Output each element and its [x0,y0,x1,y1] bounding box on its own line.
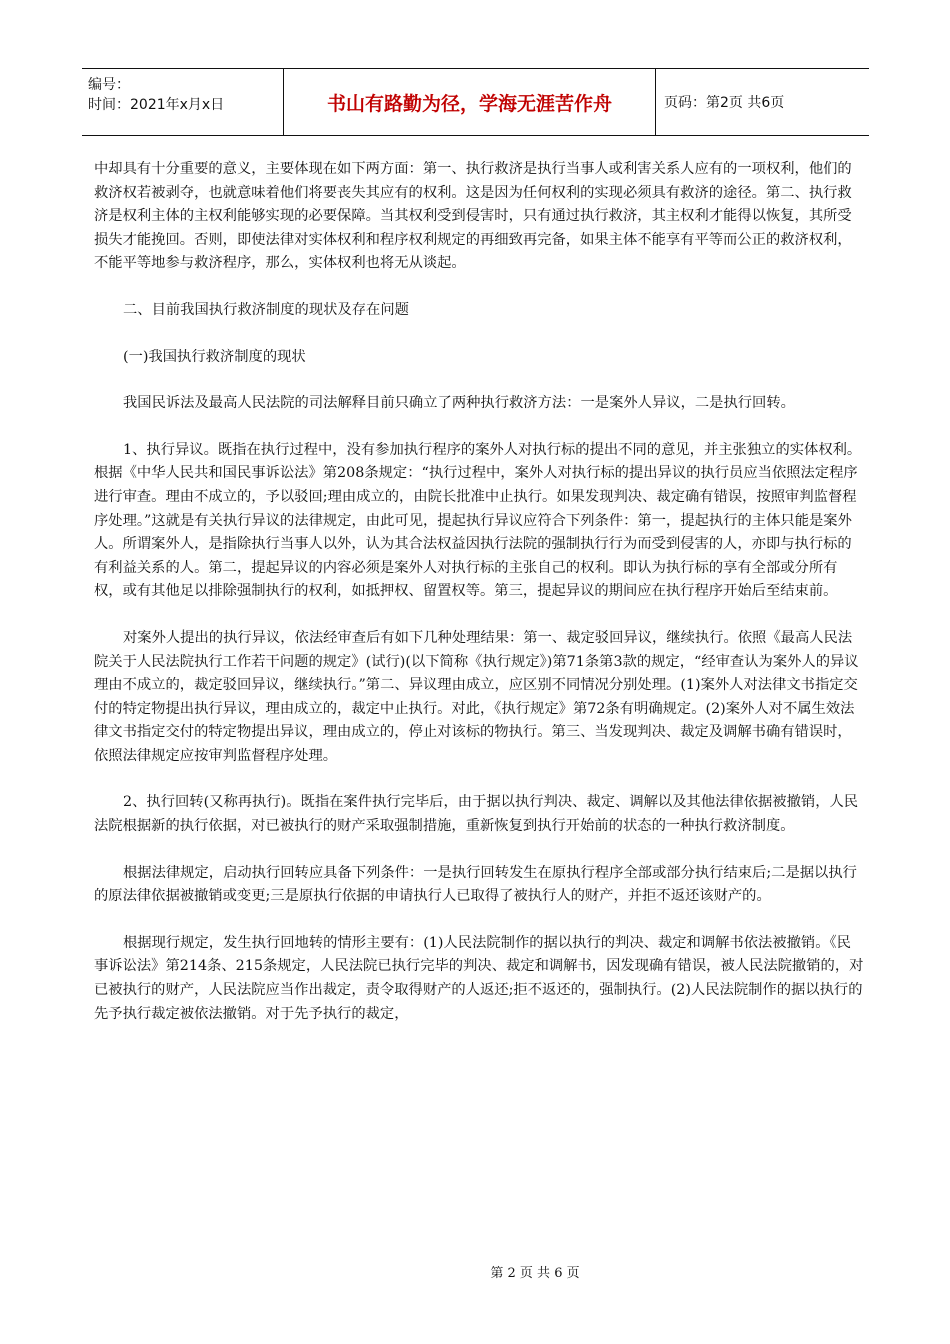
header-page-number: 页码：第2页 共6页 [664,95,785,111]
paragraph: 根据现行规定，发生执行回地转的情形主要有：(1)人民法院制作的据以执行的判决、裁定和调解书依法被撤销。《民事诉讼法》第214条、215条规定，人民法院已执行完毕的判决、裁定和调解书，因发现确有错误，被人民法院撤销的，对已被执行的财产，人民法院应当作出裁定，责令取得财产的人返还;拒不返还的，强制执行。(2)人民法院制作的据以执行的先予执行裁定被依法撤销。对于先予执行的裁定， [94,934,864,1022]
document-number-label: 编号： [88,77,130,93]
paragraph: 对案外人提出的执行异议，依法经审查后有如下几种处理结果：第一、裁定驳回异议，继续执行。依照《最高人民法院关于人民法院执行工作若干问题的规定》(试行)(以下简称《执行规定》)第71条第3款的规定，“经审查认为案外人的异议理由不成立的，裁定驳回异议，继续执行。”第二、异议理由成立，应区别不同情况分别处理。(1)案外人对法律文书指定交付的特定物提出执行异议，理由成立的，裁定中止执行。对此，《执行规定》第72条有明确规定。(2)案外人对不属生效法律文书指定交付的特定物提出异议，理由成立的，停止对该标的物执行。第三、当发现判决、裁定及调解书确有错误时，依照法律规定应按审判监督程序处理。 [94,629,859,764]
paragraph: 我国民诉法及最高人民法院的司法解释目前只确立了两种执行救济方法：一是案外人异议，二是执行回转。 [123,395,795,412]
paragraph: 根据法律规定，启动执行回转应具备下列条件：一是执行回转发生在原执行程序全部或部分执行结束后;二是据以执行的原法律依据被撤销或变更;三是原执行依据的申请执行人已取得了被执行人的财产，并拒不返还该财产的。 [94,864,857,905]
section-heading: 二、目前我国执行救济制度的现状及存在问题 [123,301,409,318]
header-meta [82,69,284,135]
subsection-heading: (一)我国执行救济制度的现状 [123,348,306,365]
document-date-label: 时间：2021年x月x日 [88,97,225,113]
paragraph: 中却具有十分重要的意义，主要体现在如下两方面：第一、执行救济是执行当事人或利害关系人应有的一项权利，他们的救济权若被剥夺，也就意味着他们将要丧失其应有的权利。这是因为任何权利的实现必须具有救济的途径。第二、执行救济是权利主体的主权利能够实现的必要保障。当其权利受到侵害时，只有通过执行救济，其主权利才能得以恢复，其所受损失才能挽回。否则，即使法律对实体权利和程序权利规定的再细致再完备，如果主体不能享有平等而公正的救济权利，不能平等地参与救济程序，那么，实体权利也将无从谈起。 [94,161,852,272]
paragraph: 2、执行回转(又称再执行)。既指在案件执行完毕后，由于据以执行判决、裁定、调解以及其他法律依据被撤销，人民法院根据新的执行依据，对已被执行的财产采取强制措施，重新恢复到执行开始前的状态的一种执行救济制度。 [94,794,859,835]
page-header [82,68,869,136]
header-motto: 书山有路勤为径，学海无涯苦作舟 [284,69,656,135]
paragraph: 1、执行异议。既指在执行过程中，没有参加执行程序的案外人对执行标的提出不同的意见，并主张独立的实体权利。根据《中华人民共和国民事诉讼法》第208条规定：“执行过程中，案外人对执行标的提出异议的执行员应当依照法定程序进行审查。理由不成立的，予以驳回;理由成立的，由院长批准中止执行。如果发现判决、裁定确有错误，按照审判监督程序处理。”这就是有关执行异议的法律规定，由此可见，提起执行异议应符合下列条件：第一，提起执行的主体只能是案外人。所谓案外人，是指除执行当事人以外，认为其合法权益因执行法院的强制执行行为而受到侵害的人，亦即与执行标的有利益关系的人。第二，提起异议的内容必须是案外人对执行标的主张自己的权利。即认为执行标的享有全部或分所有权，或有其他足以排除强制执行的权利，如抵押权、留置权等。第三，提起异议的期间应在执行程序开始后至结束前。 [94,441,862,600]
page-footer [0,1262,950,1281]
document-body [94,158,864,1026]
footer-page-number: 第 2 页 共 6 页 [490,1266,580,1281]
